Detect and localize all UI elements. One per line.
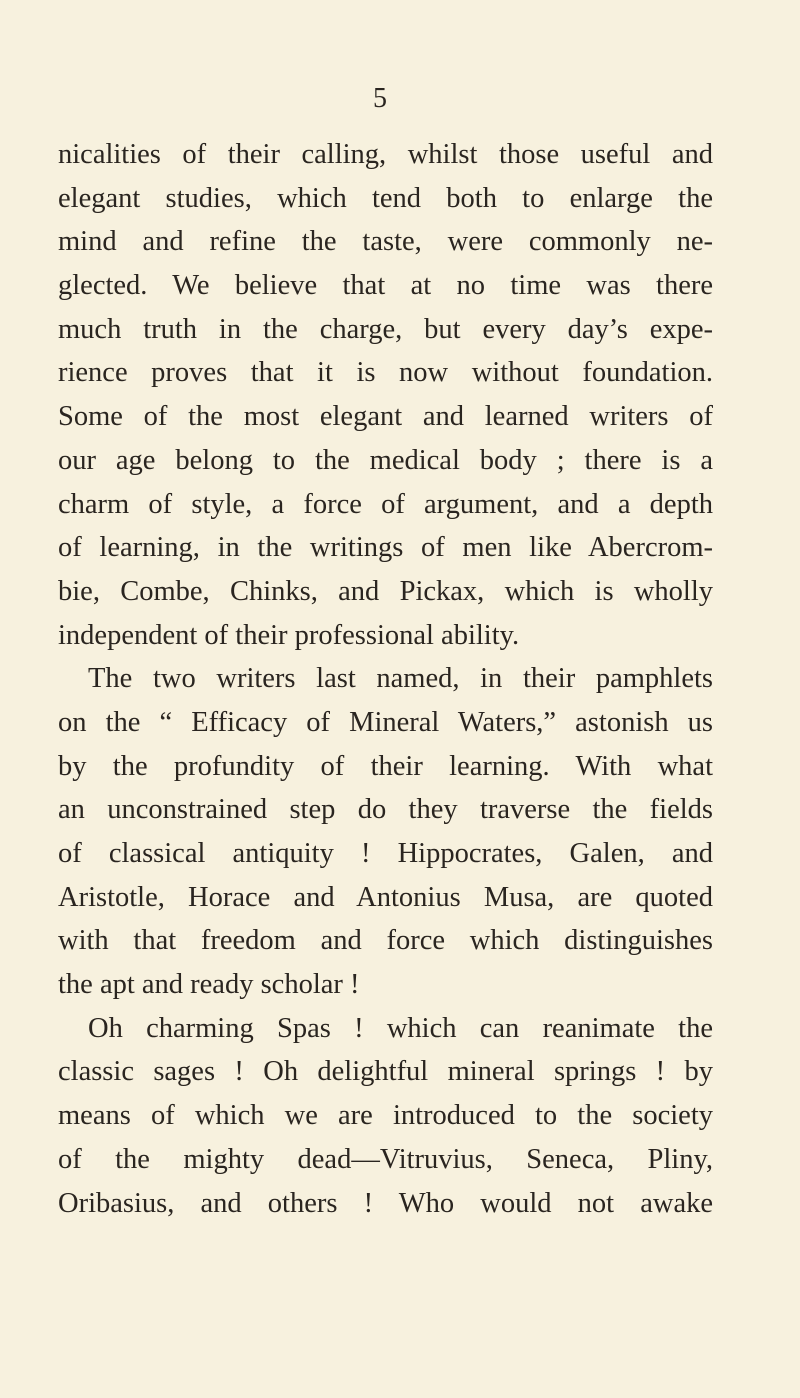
text-line: Oribasius, and others ! Who would not awake (58, 1187, 713, 1219)
text-line: of classical antiquity ! Hippocrates, Galen, and (58, 838, 713, 869)
text-line: bie, Combe, Chinks, and Pickax, which is wholly (58, 575, 713, 607)
text-line: independent of their professional ability. (58, 619, 520, 651)
text-line: by the profundity of their learning. With what (58, 750, 713, 782)
text-line: The two writers last named, in their pamphlets (88, 663, 713, 695)
text-line: on the “ Efficacy of Mineral Waters,” astonish us (58, 706, 713, 738)
text-line: rience proves that it is now without foundation. (58, 357, 713, 389)
text-line: mind and refine the taste, were commonly ne- (58, 226, 713, 258)
text-line: of learning, in the writings of men like Abercrom- (58, 532, 713, 564)
text-line: Oh charming Spas ! which can reanimate the (88, 1012, 713, 1044)
body-text (58, 133, 713, 1225)
page-number: 5 (373, 83, 387, 114)
text-line: with that freedom and force which distinguishes (58, 925, 713, 957)
text-line: elegant studies, which tend both to enlarge the (58, 182, 713, 214)
text-line: the apt and ready scholar ! (58, 969, 360, 1001)
text-line: glected. We believe that at no time was there (58, 270, 713, 302)
text-line: much truth in the charge, but every day’s expe- (58, 313, 713, 345)
text-line: of the mighty dead—Vitruvius, Seneca, Pliny, (58, 1143, 713, 1175)
text-line: Some of the most elegant and learned writers of (58, 401, 713, 433)
text-line: our age belong to the medical body ; there is a (58, 444, 713, 476)
text-line: an unconstrained step do they traverse the fields (58, 794, 713, 826)
text-line: means of which we are introduced to the society (58, 1100, 713, 1132)
text-line: nicalities of their calling, whilst those useful and (58, 139, 713, 170)
text-line: charm of style, a force of argument, and a depth (58, 488, 713, 520)
text-line: classic sages ! Oh delightful mineral springs ! by (58, 1056, 713, 1088)
text-line: Aristotle, Horace and Antonius Musa, are quoted (58, 881, 713, 913)
